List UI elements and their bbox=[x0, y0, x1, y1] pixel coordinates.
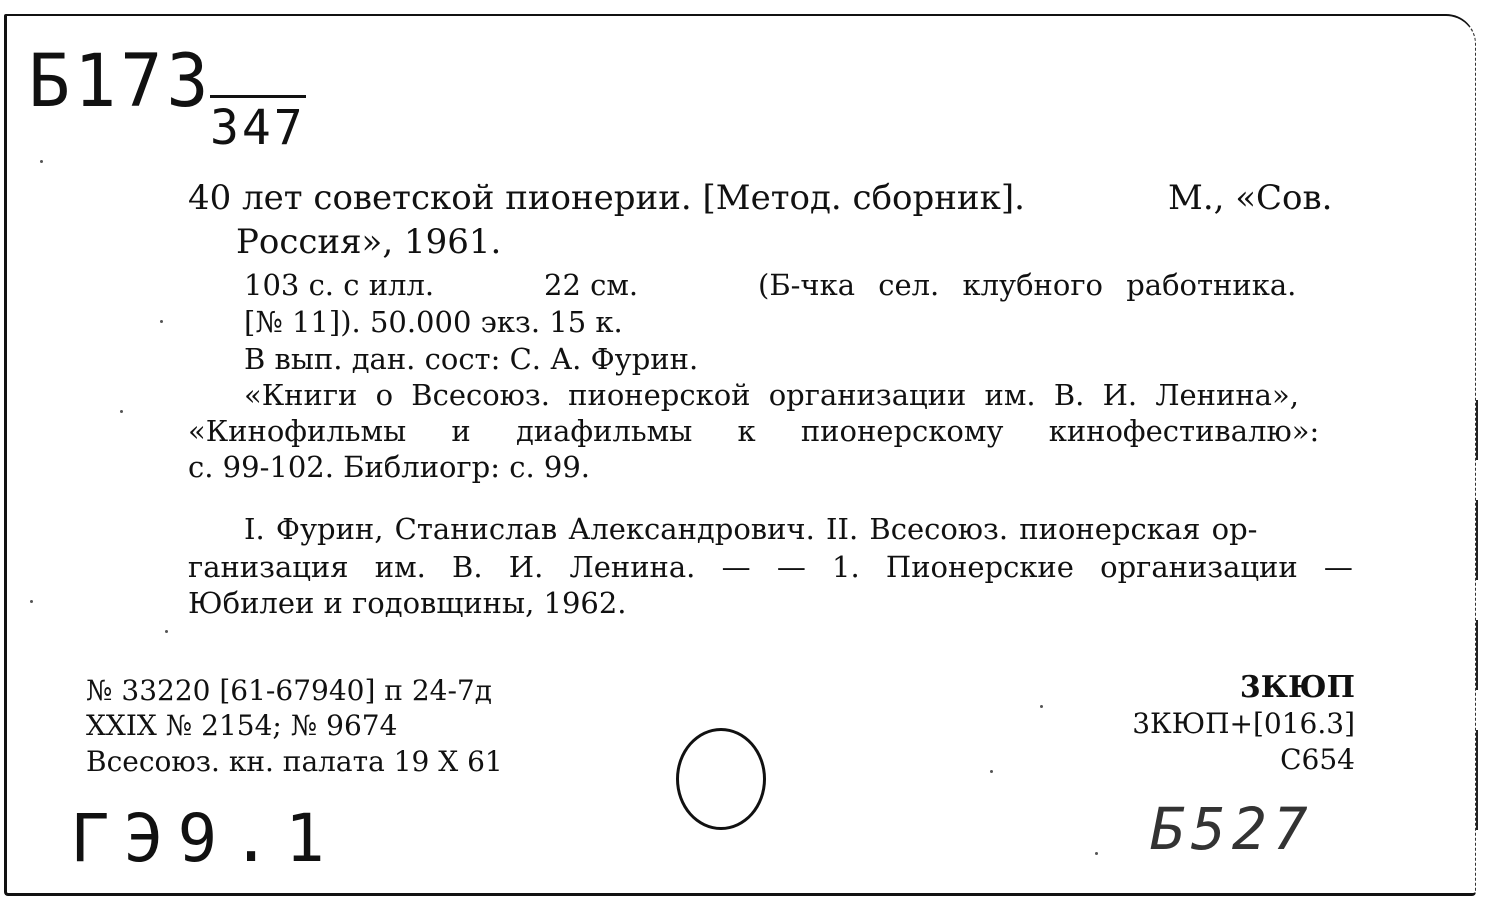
edge-tick bbox=[1476, 500, 1478, 580]
edge-tick bbox=[1476, 620, 1478, 690]
footer-left-line3: Всесоюз. кн. палата 19 X 61 bbox=[86, 745, 503, 778]
entry-title-line1: 40 лет советской пионерии. [Метод. сборник]. bbox=[188, 178, 1025, 218]
entry-tracing-2: ганизация им. В. И. Ленина. — — 1. Пионерские организации — bbox=[188, 550, 1353, 584]
footer-left-line1: № 33220 [61-67940] п 24-7д bbox=[86, 674, 492, 707]
entry-physical-b: 22 см. bbox=[544, 268, 639, 302]
entry-physical-c: (Б-чка сел. клубного работника. bbox=[758, 268, 1297, 302]
entry-tracing-1: I. Фурин, Станислав Александрович. II. Всесоюз. пионерская ор- bbox=[244, 512, 1258, 546]
footer-right-line1: 3КЮП bbox=[1239, 670, 1355, 705]
entry-series-line: [№ 11]). 50.000 экз. 15 к. bbox=[244, 305, 623, 339]
edge-tick bbox=[1476, 400, 1478, 460]
footer-right-line2: 3КЮП+[016.3] bbox=[1132, 707, 1355, 740]
scan-speck bbox=[1095, 852, 1098, 855]
entry-compiler: В вып. дан. сост: С. А. Фурин. bbox=[244, 342, 699, 376]
scan-speck bbox=[165, 630, 168, 633]
handwritten-shelf-sub: 347 bbox=[210, 95, 306, 156]
entry-contents-3: с. 99-102. Библиогр: с. 99. bbox=[188, 450, 591, 484]
scan-speck bbox=[160, 320, 163, 323]
entry-tracing-3: Юбилеи и годовщины, 1962. bbox=[188, 586, 627, 620]
entry-contents-1: «Книги о Всесоюз. пионерской организации им. В. И. Ленина», bbox=[244, 378, 1299, 412]
scan-speck bbox=[30, 600, 33, 603]
punched-hole-circle bbox=[676, 728, 766, 830]
entry-contents-2: «Кинофильмы и диафильмы к пионерскому кинофестивалю»: bbox=[188, 414, 1320, 448]
footer-left-line2: XXIX № 2154; № 9674 bbox=[86, 709, 398, 742]
handwritten-bottom-left: ГЭ9.1 bbox=[70, 800, 339, 877]
handwritten-bottom-right: Б527 bbox=[1150, 795, 1314, 863]
scan-speck bbox=[990, 770, 993, 773]
edge-tick bbox=[1476, 730, 1478, 830]
entry-title-place: М., «Сов. bbox=[1168, 178, 1333, 218]
scan-speck bbox=[40, 160, 43, 163]
handwritten-shelf-mark: Б173 bbox=[28, 37, 213, 125]
entry-title-line2: Россия», 1961. bbox=[236, 222, 502, 262]
scan-speck bbox=[1040, 705, 1043, 708]
scan-speck bbox=[120, 410, 123, 413]
footer-right-line3: С654 bbox=[1280, 743, 1355, 776]
entry-physical-a: 103 с. с илл. bbox=[244, 268, 435, 302]
